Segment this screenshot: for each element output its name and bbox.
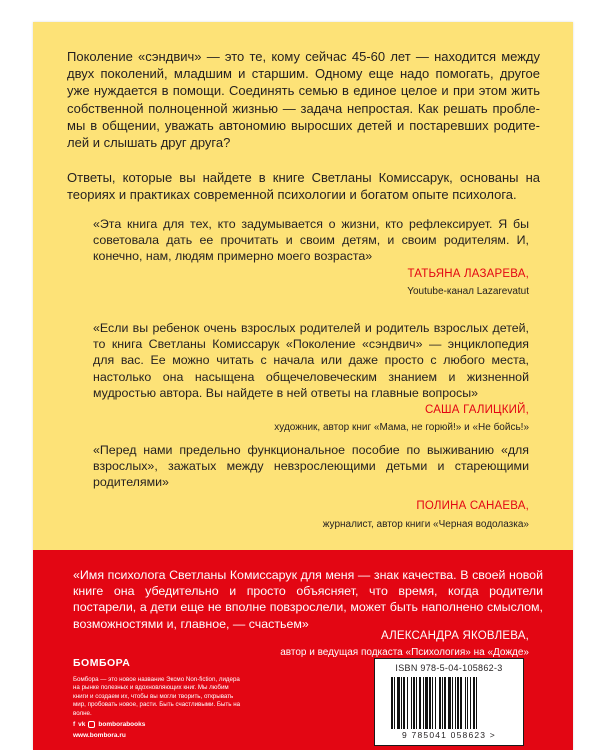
isbn-label: ISBN 978-5-04-105862-3 xyxy=(395,663,503,673)
barcode-icon xyxy=(389,677,509,729)
testimonial-author: ТАТЬЯНА ЛАЗАРЕВА, xyxy=(407,268,529,280)
testimonial-quote: «Перед нами предельно функциональное пособие по выживанию «для взрослых», зажатых между невзрослеющими детьми и стареющими родителями» xyxy=(93,443,529,490)
barcode-panel xyxy=(374,658,524,746)
publisher-description: Бомбора — это новое название Эксмо Non-fiction, лидера на рынке полезных и вдохновляющих книг. Мы любим книги и создаем их, чтобы вы могли творить, открывать мир, пробовать новое, расти. Быть счастливыми. Быть на волне. xyxy=(73,676,241,717)
publisher-website: www.bombora.ru xyxy=(73,732,126,739)
book-back-cover xyxy=(33,22,573,750)
testimonial-role: Youtube-канал Lazarevatut xyxy=(407,286,529,297)
barcode-number: 9 785041 058623 > xyxy=(402,730,496,740)
featured-role: автор и ведущая подкаста «Психология» на «Дожде» xyxy=(280,647,529,658)
testimonial-quote: «Эта книга для тех, кто задумывается о жизни, кто рефлексирует. Я бы советовала дать ее прочитать и своим детям, и своим родителям. И, конечно, нам, людям примерно моего возраста» xyxy=(93,217,529,264)
social-handle: bomborabooks xyxy=(98,721,146,728)
featured-quote-panel xyxy=(33,550,573,750)
featured-author: АЛЕКСАНДРА ЯКОВЛЕВА, xyxy=(380,630,529,642)
vk-icon: vk xyxy=(78,721,86,728)
facebook-icon: f xyxy=(73,721,76,728)
intro-paragraph-2: Ответы, которые вы найдете в книге Светланы Комиссарук, основаны на теориях и практиках современной психологии и богатом опыте психолога. xyxy=(67,170,540,203)
publisher-logo: БОМБОРА xyxy=(73,657,131,669)
social-links xyxy=(73,721,145,728)
testimonial-author: САША ГАЛИЦКИЙ, xyxy=(424,404,529,416)
testimonial-quote: «Если вы ребенок очень взрослых родителей и родитель взрослых детей, то книга Светланы Комиссарук «Поколение «сэндвич» — энциклопедия для вас. Ее можно читать с начала или даже просто с любого места, настолько она насыщена общечеловеческим знанием и жизненной мудростью автора. Вы найдете в ней ответы на главные вопросы» xyxy=(93,321,529,400)
testimonial-role: журналист, автор книги «Черная водолазка» xyxy=(322,519,529,530)
testimonial-author: ПОЛИНА САНАЕВА, xyxy=(416,500,529,512)
featured-quote: «Имя психолога Светланы Комиссарук для меня — знак качества. В своей новой книге она убедительно и просто объясняет, что время, когда родители постарели, а дети еще не вполне повзрослели, может быть наполнено смыслом, возможностями и, главное, — счастьем» xyxy=(73,568,543,631)
instagram-icon xyxy=(88,721,95,728)
intro-paragraph-1: Поколение «сэндвич» — это те, кому сейчас 45-60 лет — находится между двух поколений, младшим и старшим. Одному еще надо помогать, другое уже нуждается в помощи. Соединять семью в единое целое и при этом жить собственной полноценной жизнью — задача непростая. Как решать проблемы в общении, уважать автономию выросших детей и постаревших родителей и слышать друг друга? xyxy=(67,49,540,151)
testimonial-role: художник, автор книг «Мама, не горюй!» и «Не бойсь!» xyxy=(274,422,529,433)
